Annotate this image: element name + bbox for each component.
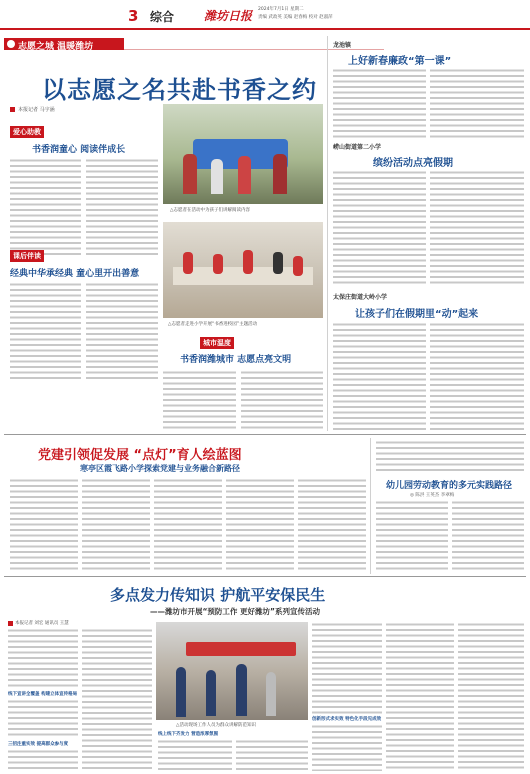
- right-section-1: 龙池镇: [333, 42, 352, 49]
- story-3-subtitle: ——潍坊市开展“预防工作 更好潍坊”系列宣传活动: [150, 607, 320, 616]
- date-line: 2024年7月1日 星期二: [258, 7, 304, 12]
- text-block: [86, 158, 158, 258]
- subhead-3: 线上线下齐发力 营造浓厚氛围: [158, 732, 219, 737]
- main-title: 以志愿之名共赴书香之约: [42, 76, 317, 104]
- text-block: [430, 170, 524, 285]
- text-block: [86, 282, 158, 380]
- right-byline-4: ◎ 陈洪 王英杰 李翠梅: [410, 493, 455, 498]
- text-block: [10, 478, 78, 572]
- section-label: 综合: [150, 10, 175, 24]
- text-block: [154, 478, 222, 572]
- column-rule: [370, 438, 371, 574]
- text-block: [312, 622, 382, 714]
- text-block: [333, 68, 426, 141]
- photo-caption-1: △志愿者在活动中为孩子们讲解阅读内容: [170, 208, 250, 213]
- page-header: [0, 0, 530, 30]
- banner-icon: [7, 40, 15, 48]
- story-3-title: 多点发力传知识 护航平安保民生: [110, 586, 326, 604]
- right-title-4: 幼儿园劳动教育的多元实践路径: [386, 481, 513, 491]
- text-block: [82, 628, 152, 771]
- story-3-byline: 本报记者 刘宏 通讯员 王慧: [15, 621, 69, 626]
- topic-title-2: 经典中华承经典 童心里开出善意: [10, 269, 140, 279]
- subhead-4: 创新形式求实效 特色化手段见成效: [312, 717, 382, 722]
- byline-icon: [8, 621, 13, 626]
- text-block: [312, 724, 382, 771]
- topic-tag-3: 城市温度: [200, 337, 234, 349]
- text-block: [8, 749, 78, 771]
- text-block: [430, 68, 524, 141]
- text-block: [10, 282, 81, 380]
- section-divider: [4, 576, 526, 577]
- text-block: [82, 478, 150, 572]
- photo-classroom: [163, 222, 323, 318]
- photo-volunteers-reading: [163, 104, 323, 204]
- subhead-1: 线下宣讲全覆盖 构建立体宣传格局: [8, 692, 78, 697]
- text-block: [8, 699, 78, 739]
- text-block: [376, 500, 448, 572]
- text-block: [458, 622, 524, 771]
- topic-tag-2: 课后伴读: [10, 250, 44, 262]
- right-section-2: 崂山街道第二小学: [333, 144, 382, 151]
- byline-icon: [10, 107, 15, 112]
- text-block: [430, 322, 524, 432]
- text-block: [376, 440, 524, 474]
- photo-caption-2: △志愿者走进小学开展“书香进校园”主题活动: [168, 322, 258, 327]
- story-2-title: 党建引领促发展 “点灯”育人绘蓝图: [38, 448, 242, 463]
- topic-tag-1: 爱心助教: [10, 126, 44, 138]
- text-block: [236, 739, 308, 771]
- topic-title-3: 书香润潍城市 志愿点亮文明: [180, 355, 292, 365]
- byline: 本报记者 马宇涵: [18, 107, 55, 113]
- subhead-2: 三招注重实效 提高群众参与度: [8, 742, 69, 747]
- text-block: [226, 478, 294, 572]
- photo-outreach-event: [156, 622, 308, 720]
- photo-caption-3: △活动现场工作人员为群众讲解防范知识: [176, 723, 256, 728]
- text-block: [298, 478, 366, 572]
- section-divider: [4, 434, 526, 435]
- brand-logo: 潍坊日报: [204, 9, 253, 23]
- right-title-1: 上好新春廉政“第一课”: [348, 56, 452, 67]
- page-number: 3: [128, 7, 139, 25]
- right-title-2: 缤纷活动点亮假期: [373, 158, 453, 169]
- text-block: [163, 370, 236, 432]
- text-block: [386, 622, 454, 771]
- text-block: [10, 158, 81, 258]
- text-block: [333, 322, 426, 432]
- text-block: [241, 370, 323, 432]
- column-rule: [327, 36, 328, 431]
- right-section-3: 太保庄街道大岭小学: [333, 294, 388, 301]
- right-title-3: 让孩子们在假期里“动”起来: [355, 309, 479, 320]
- story-2-subtitle: 寒亭区霞飞路小学探索党建与业务融合新路径: [80, 464, 240, 473]
- topic-title-1: 书香润童心 阅读伴成长: [32, 145, 126, 155]
- banner-rule: [124, 49, 384, 50]
- editors-line: 责编 武政英 美编 赵春梅 校对 赵淑萍: [258, 15, 333, 20]
- text-block: [452, 500, 524, 572]
- text-block: [158, 739, 232, 771]
- banner-label: 志愿之城 温暖潍坊: [18, 42, 94, 52]
- text-block: [8, 628, 78, 688]
- text-block: [333, 170, 426, 285]
